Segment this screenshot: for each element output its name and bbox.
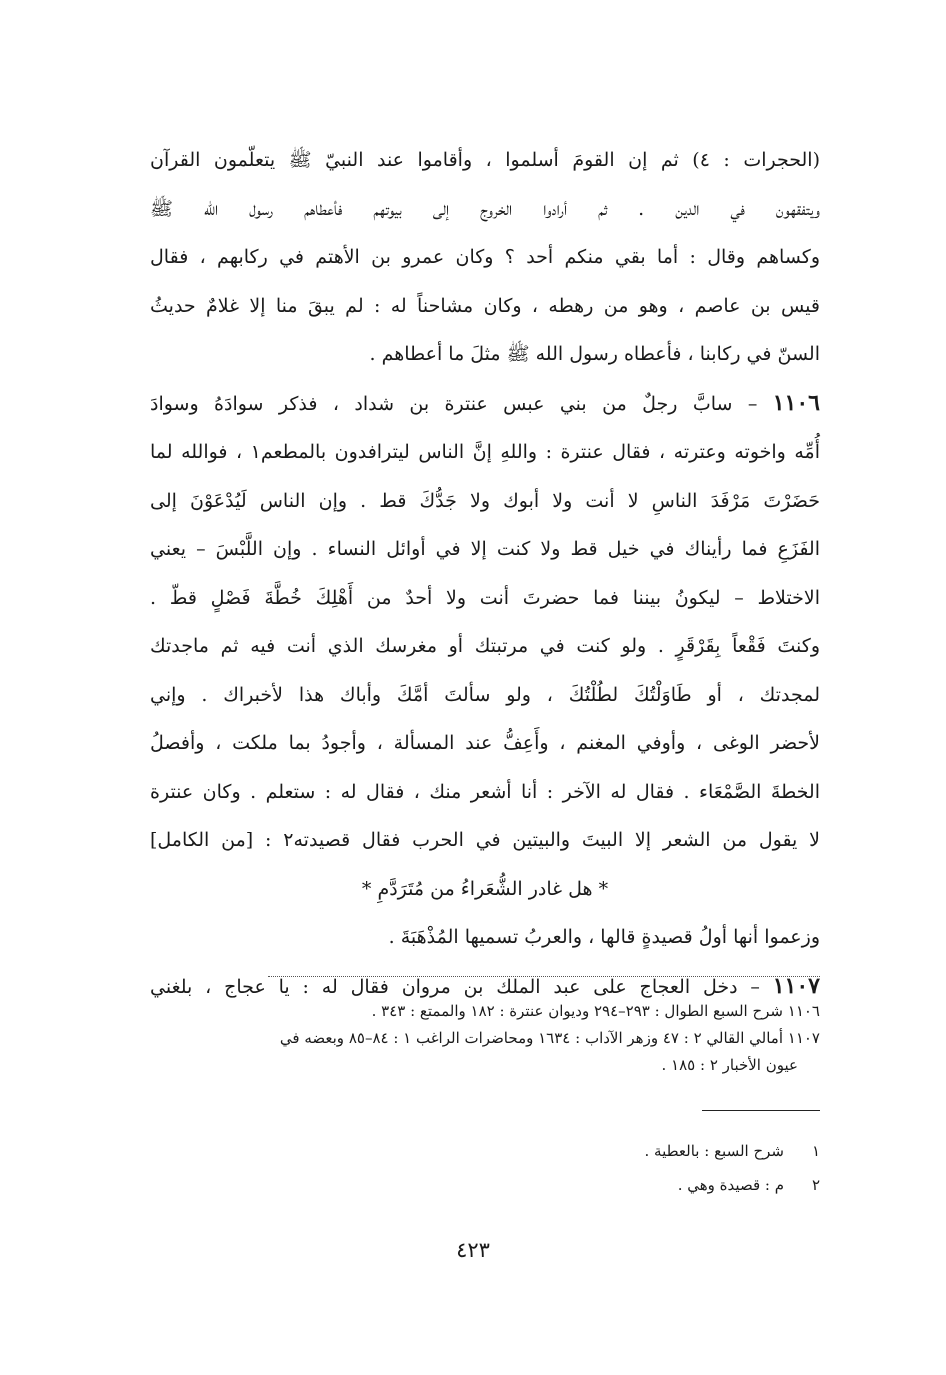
text-line: وزعموا أنها أولُ قصيدةٍ قالها ، والعربُ تسميها المُذْهَبَةَ . [388,926,820,948]
dotted-separator [268,976,820,977]
footnote-number: ٢ [811,1176,820,1194]
text-line: لأحضر الوغى ، وأوفي المغنم ، وأَعِفُّ عند المسألة ، وأجودُ بما ملكت ، وأفصلُ [150,732,820,754]
footnote-separator [702,1110,820,1111]
source-line: عيون الأخبار ٢ : ١٨٥ . [661,1056,798,1074]
text-line: الخطةَ الصَّمْعَاء . فقال له الآخر : أنا أشعر منك ، فقال له : ستعلم . وكان عنترة [150,780,820,803]
footnote-number: ١ [811,1142,820,1160]
source-line: ١١٠٧ أمالي القالي ٢ : ٤٧ وزهر الآداب : ١٦٣٤ ومحاضرات الراغب ١ : ٨٤–٨٥ وبعضه في [279,1029,820,1047]
main-text [150,136,820,1011]
source-line: ١١٠٦ شرح السبع الطوال : ٢٩٣–٢٩٤ وديوان عنترة : ١٨٢ والممتع : ٣٤٣ . [371,1002,820,1020]
text-line: وكنتَ فَقْعاً بِقَرْقَرٍ . ولو كنت في مرتبتك أو مغرسك الذي أنت فيه ثم ماجدتك [150,635,820,657]
text-line: السنّ في ركابنا ، فأعطاه رسول الله ﷺ مثلَ ما أعطاهم . [369,343,820,365]
footnote [500,1168,820,1202]
verse-line: * هل غادر الشُّعَراءُ من مُتَرَدَّمِ * [361,877,609,900]
entry-1106-first-line [150,379,820,429]
text-line: الفَزَعِ فما رأيناك في خيل قط ولا كنت إلا في أوائل النساء . وإن اللَّبْسَ – يعني [150,538,820,560]
text-line: ويتفقهون في الدين . ثم أرادوا الخروج إلى بيوتهم فأعطاهم رسول الله ﷺ [150,197,820,220]
entry-number: ١١٠٦ [772,389,820,416]
text-line: (الحجرات : ٤) ثم إن القومَ أسلموا ، وأقاموا عند النبيّ ﷺ يتعلّمون القرآن [150,149,820,171]
footnote-text: م : قصيدة وهي . [677,1176,784,1194]
text-line: قيس بن عاصم ، وهو من رهطه ، وكان مشاحناً له : لم يبقَ منا إلا غلامٌ حديثُ [150,294,820,317]
text-line: الاختلاط – ليكونُ بيننا فما حضرتَ أنت ولا أحدٌ من أَهْلِكَ خُطَّةَ فَصْلٍ قطّ . [150,586,820,609]
text-line: وكساهم وقال : أما بقي منكم أحد ؟ وكان عمرو بن الأهتم في ركابهم ، فقال [150,246,820,268]
entry-text: – سابَّ رجلٌ من بني عبس عنترة بن شداد ، فذكر سوادَهُ وسوادَ [150,392,758,415]
footnote [500,1134,820,1168]
text-line: أُمِّه واخوته وعترته ، فقال عنترة : واللهِ إنَّ الناس ليترافدون بالمطعم١ ، فوالله لما [150,441,820,463]
text-line: لا يقول من الشعر إلا البيتَ والبيتين في الحرب فقال قصيدته٢ : [من الكامل] [150,829,820,851]
text-line: حَضَرْتَ مَرْفَدَ الناسِ لا أنت ولا أبوك ولا جَدُّكَ قط . وإن الناس لَيُدْعَوْنَ إلى [150,489,820,512]
footnote-text: شرح السبع : بالعطية . [644,1142,784,1160]
sources-block [150,998,820,1079]
footnotes-block [500,1134,820,1202]
entry-text: – دخل العجاج على عبد الملك بن مروان فقال له : يا عجاج ، بلغني [150,975,760,998]
entry-number: ١١٠٧ [772,972,820,999]
text-line: لمجدتك ، أو طَاوَلْتُكَ لطُلْتُكَ ، ولو سألتَ أمَّكَ وأباك هذا لأخبراك . وإني [150,683,820,706]
page-number: ٤٢٣ [456,1238,490,1262]
